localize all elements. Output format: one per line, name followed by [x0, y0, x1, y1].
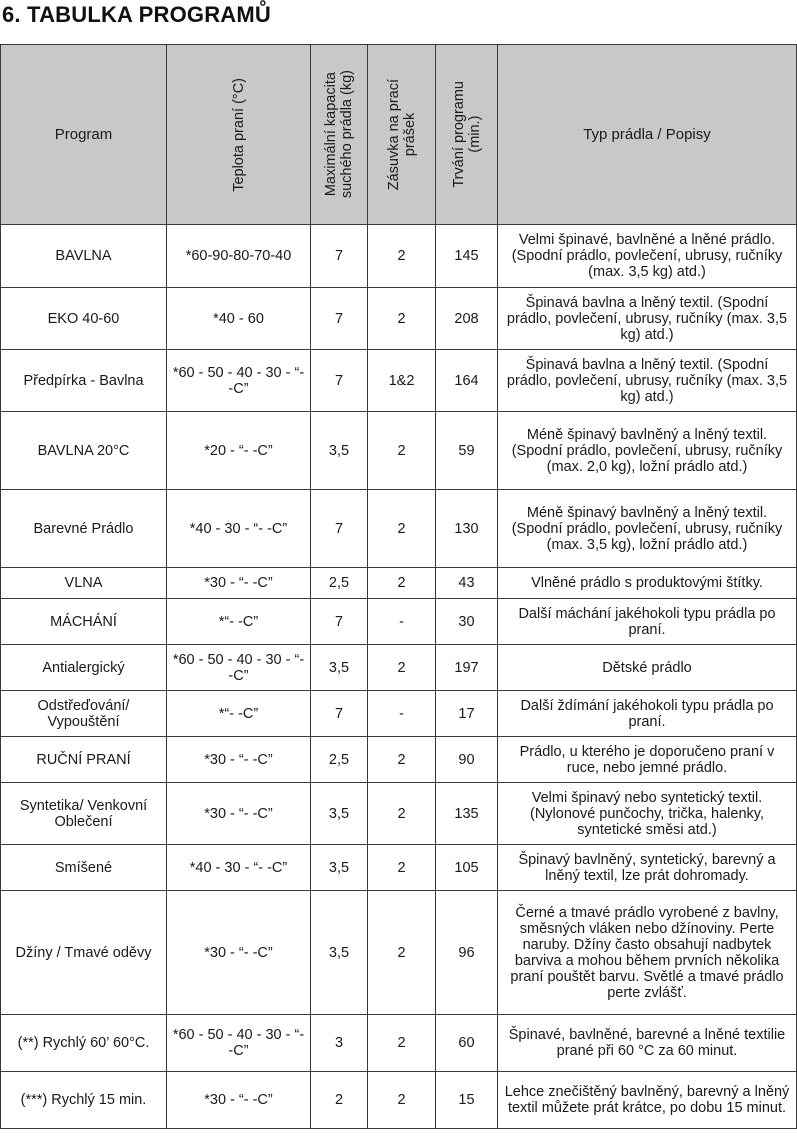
cell-temperature: *“- -C”	[167, 691, 311, 737]
cell-capacity: 3	[311, 1015, 368, 1072]
cell-capacity: 7	[311, 599, 368, 645]
cell-program: RUČNÍ PRANÍ	[1, 737, 167, 783]
table-row	[1, 412, 797, 490]
header-drawer	[368, 45, 436, 225]
cell-description: Velmi špinavé, bavlněné a lněné prádlo. (Spodní prádlo, povlečení, ubrusy, ručníky (max. 3,5 kg) atd.)	[498, 225, 797, 288]
cell-drawer: 2	[368, 568, 436, 599]
cell-temperature: *30 - “- -C”	[167, 891, 311, 1015]
cell-temperature: *20 - “- -C”	[167, 412, 311, 490]
table-row	[1, 1072, 797, 1129]
cell-description: Prádlo, u kterého je doporučeno praní v ruce, nebo jemné prádlo.	[498, 737, 797, 783]
cell-description: Další máchání jakéhokoli typu prádla po praní.	[498, 599, 797, 645]
table-row	[1, 845, 797, 891]
table-row	[1, 783, 797, 845]
cell-capacity: 2,5	[311, 568, 368, 599]
cell-duration: 90	[436, 737, 498, 783]
cell-duration: 105	[436, 845, 498, 891]
cell-duration: 43	[436, 568, 498, 599]
table-row	[1, 490, 797, 568]
cell-drawer: 2	[368, 1072, 436, 1129]
cell-capacity: 3,5	[311, 645, 368, 691]
cell-program: Barevné Prádlo	[1, 490, 167, 568]
cell-duration: 60	[436, 1015, 498, 1072]
cell-drawer: -	[368, 599, 436, 645]
cell-drawer: 2	[368, 645, 436, 691]
page-title: 6. TABULKA PROGRAMŮ	[2, 2, 272, 27]
cell-drawer: 1&2	[368, 350, 436, 412]
cell-program: BAVLNA	[1, 225, 167, 288]
cell-duration: 130	[436, 490, 498, 568]
cell-program: Předpírka - Bavlna	[1, 350, 167, 412]
cell-drawer: 2	[368, 1015, 436, 1072]
cell-program: MÁCHÁNÍ	[1, 599, 167, 645]
cell-program: Odstřeďování/ Vypouštění	[1, 691, 167, 737]
header-capacity	[311, 45, 368, 225]
cell-description: Méně špinavý bavlněný a lněný textil. (Spodní prádlo, povlečení, ubrusy, ručníky (max. 2,0 kg), ložní prádlo atd.)	[498, 412, 797, 490]
table-body	[1, 225, 797, 1129]
table-row	[1, 350, 797, 412]
cell-temperature: *40 - 30 - “- -C”	[167, 845, 311, 891]
cell-duration: 30	[436, 599, 498, 645]
cell-temperature: *30 - “- -C”	[167, 568, 311, 599]
cell-description: Dětské prádlo	[498, 645, 797, 691]
cell-duration: 135	[436, 783, 498, 845]
header-description	[498, 45, 797, 225]
cell-capacity: 2	[311, 1072, 368, 1129]
cell-program: Džíny / Tmavé oděvy	[1, 891, 167, 1015]
cell-drawer: 2	[368, 288, 436, 350]
cell-drawer: 2	[368, 225, 436, 288]
cell-capacity: 7	[311, 288, 368, 350]
header-description-label: Typ prádla / Popisy	[583, 125, 711, 143]
cell-capacity: 7	[311, 350, 368, 412]
table-row	[1, 645, 797, 691]
cell-temperature: *30 - “- -C”	[167, 1072, 311, 1129]
header-duration	[436, 45, 498, 225]
cell-capacity: 7	[311, 225, 368, 288]
header-drawer-label: Zásuvka na prací prášek	[385, 78, 418, 191]
cell-capacity: 3,5	[311, 845, 368, 891]
cell-temperature: *60 - 50 - 40 - 30 - “- -C”	[167, 1015, 311, 1072]
cell-description: Další ždímání jakéhokoli typu prádla po praní.	[498, 691, 797, 737]
program-table	[0, 44, 797, 1129]
cell-temperature: *40 - 60	[167, 288, 311, 350]
table-row	[1, 288, 797, 350]
header-program-label: Program	[54, 125, 113, 143]
cell-duration: 96	[436, 891, 498, 1015]
header-temperature-label: Teplota praní (°C)	[230, 77, 247, 192]
header-program	[1, 45, 167, 225]
cell-capacity: 7	[311, 691, 368, 737]
cell-program: BAVLNA 20°C	[1, 412, 167, 490]
cell-duration: 15	[436, 1072, 498, 1129]
table-row	[1, 737, 797, 783]
table-row	[1, 225, 797, 288]
cell-temperature: *40 - 30 - “- -C”	[167, 490, 311, 568]
cell-duration: 59	[436, 412, 498, 490]
cell-description: Špinavé, bavlněné, barevné a lněné textilie prané při 60 °C za 60 minut.	[498, 1015, 797, 1072]
header-temperature	[167, 45, 311, 225]
cell-duration: 17	[436, 691, 498, 737]
table-row	[1, 891, 797, 1015]
cell-drawer: 2	[368, 412, 436, 490]
cell-program: EKO 40-60	[1, 288, 167, 350]
cell-drawer: 2	[368, 490, 436, 568]
header-capacity-label: Maximální kapacita suchého prádla (kg)	[323, 70, 355, 199]
cell-program: (***) Rychlý 15 min.	[1, 1072, 167, 1129]
cell-description: Černé a tmavé prádlo vyrobené z bavlny, směsných vláken nebo džínoviny. Perte naruby. Džíny často obsahují nadbytek barviva a mohou během prvních několika praní pouštět barvu. Světlé a tmavé prádlo perte zvlášť.	[498, 891, 797, 1015]
cell-description: Vlněné prádlo s produktovými štítky.	[498, 568, 797, 599]
cell-capacity: 2,5	[311, 737, 368, 783]
table-row	[1, 599, 797, 645]
table-row	[1, 1015, 797, 1072]
cell-temperature: *60-90-80-70-40	[167, 225, 311, 288]
cell-drawer: -	[368, 691, 436, 737]
table-row	[1, 568, 797, 599]
header-duration-label: Trvání programu (min.)	[450, 81, 483, 188]
cell-description: Méně špinavý bavlněný a lněný textil. (Spodní prádlo, povlečení, ubrusy, ručníky (max. 3,5 kg), ložní prádlo atd.)	[498, 490, 797, 568]
cell-capacity: 3,5	[311, 783, 368, 845]
cell-duration: 145	[436, 225, 498, 288]
cell-drawer: 2	[368, 891, 436, 1015]
cell-drawer: 2	[368, 845, 436, 891]
cell-capacity: 3,5	[311, 412, 368, 490]
cell-description: Špinavá bavlna a lněný textil. (Spodní prádlo, povlečení, ubrusy, ručníky (max. 3,5 kg) atd.)	[498, 350, 797, 412]
cell-temperature: *60 - 50 - 40 - 30 - “- -C”	[167, 350, 311, 412]
cell-temperature: *30 - “- -C”	[167, 737, 311, 783]
table-row	[1, 691, 797, 737]
cell-duration: 208	[436, 288, 498, 350]
cell-description: Velmi špinavý nebo syntetický textil. (Nylonové punčochy, trička, halenky, syntetické směsi atd.)	[498, 783, 797, 845]
cell-temperature: *60 - 50 - 40 - 30 - “- -C”	[167, 645, 311, 691]
cell-temperature: *“- -C”	[167, 599, 311, 645]
cell-temperature: *30 - “- -C”	[167, 783, 311, 845]
cell-description: Lehce znečištěný bavlněný, barevný a lněný textil můžete prát krátce, po dobu 15 minut.	[498, 1072, 797, 1129]
cell-program: Smíšené	[1, 845, 167, 891]
cell-program: (**) Rychlý 60’ 60°C.	[1, 1015, 167, 1072]
cell-drawer: 2	[368, 783, 436, 845]
cell-program: Syntetika/ Venkovní Oblečení	[1, 783, 167, 845]
cell-duration: 197	[436, 645, 498, 691]
cell-duration: 164	[436, 350, 498, 412]
cell-description: Špinavý bavlněný, syntetický, barevný a lněný textil, lze prát dohromady.	[498, 845, 797, 891]
cell-program: VLNA	[1, 568, 167, 599]
cell-program: Antialergický	[1, 645, 167, 691]
table-header-row	[1, 45, 797, 225]
cell-capacity: 3,5	[311, 891, 368, 1015]
cell-description: Špinavá bavlna a lněný textil. (Spodní prádlo, povlečení, ubrusy, ručníky (max. 3,5 kg) atd.)	[498, 288, 797, 350]
cell-capacity: 7	[311, 490, 368, 568]
cell-drawer: 2	[368, 737, 436, 783]
